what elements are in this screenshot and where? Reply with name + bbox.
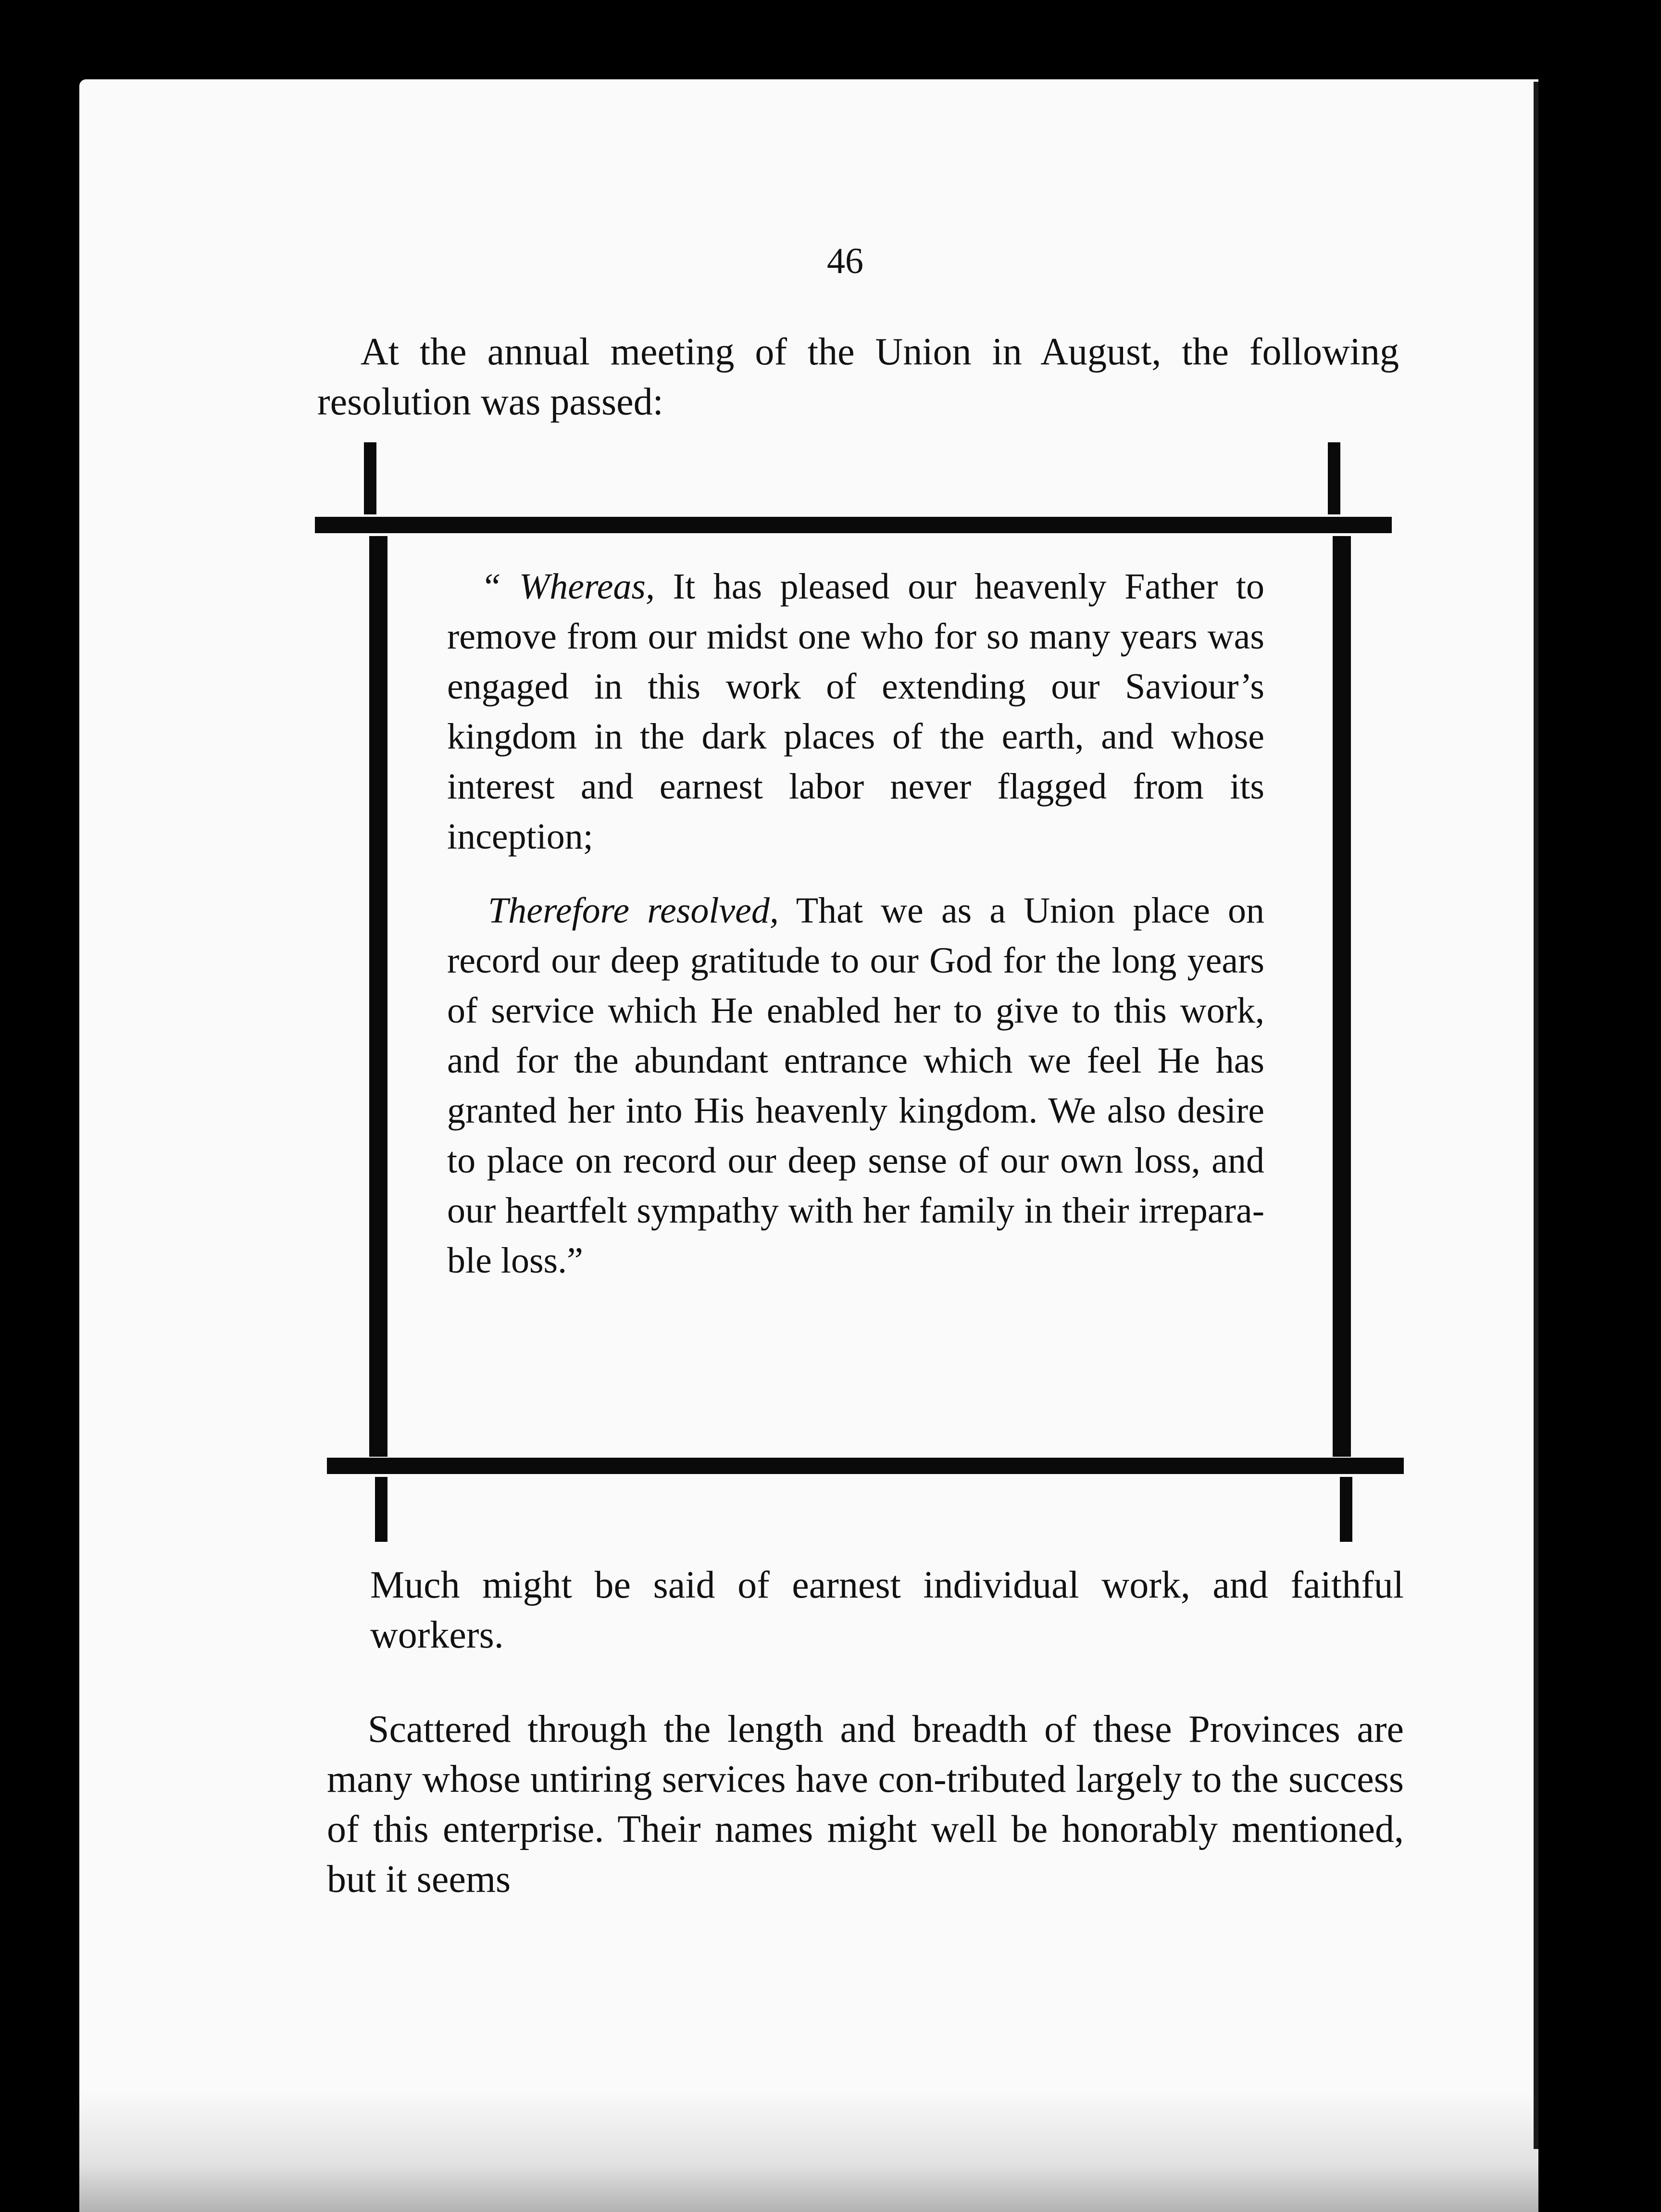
frame-post-bottom-left [375, 1477, 387, 1542]
intro-paragraph: At the annual meeting of the Union in August, the following resolution was passed: [317, 331, 1399, 423]
resolution-text [447, 562, 1264, 1286]
whereas-body: It has pleased our heavenly Father to remove from our midst one who for so many years was engaged in this work of extending our Saviour’s kingdom in the dark places of the earth, and whose interest and earnest labor never flagged from its inception; [447, 566, 1264, 857]
binding-spine [1538, 72, 1562, 2212]
frame-post-top-left [364, 442, 376, 514]
much-paragraph: Much might be said of earnest individual work, and faithful workers. [370, 1564, 1404, 1656]
frame-left-bar [369, 536, 387, 1457]
frame-right-bar [1333, 536, 1351, 1457]
frame-bottom-bar [327, 1458, 1404, 1474]
resolution-resolved [447, 886, 1264, 1286]
frame-post-top-right [1328, 442, 1340, 514]
resolution-whereas [447, 562, 1264, 862]
scattered-paragraph: Scattered through the length and breadth of these Provinces are many whose untiring services have con-tributed largely to the success of this enterprise. Their names might well be honorably mentioned, but it seems [327, 1708, 1404, 1900]
page-edge [79, 2091, 1538, 2212]
resolved-lead: Therefore resolved, [488, 890, 779, 931]
frame-top-bar [315, 517, 1392, 533]
frame-post-bottom-right [1340, 1477, 1352, 1542]
resolved-body: That we as a Union place on record our deep gratitude to our God for the long years of service which He enabled her to give to this work, and for the abundant entrance which we feel He has granted her into His heavenly kingdom. We also desire to place on record our deep sense of our own loss, and our heartfelt sympathy with her family in their irrepara-ble loss.” [447, 890, 1264, 1281]
page-number: 46 [827, 241, 863, 281]
whereas-lead: “ Whereas, [481, 566, 655, 607]
